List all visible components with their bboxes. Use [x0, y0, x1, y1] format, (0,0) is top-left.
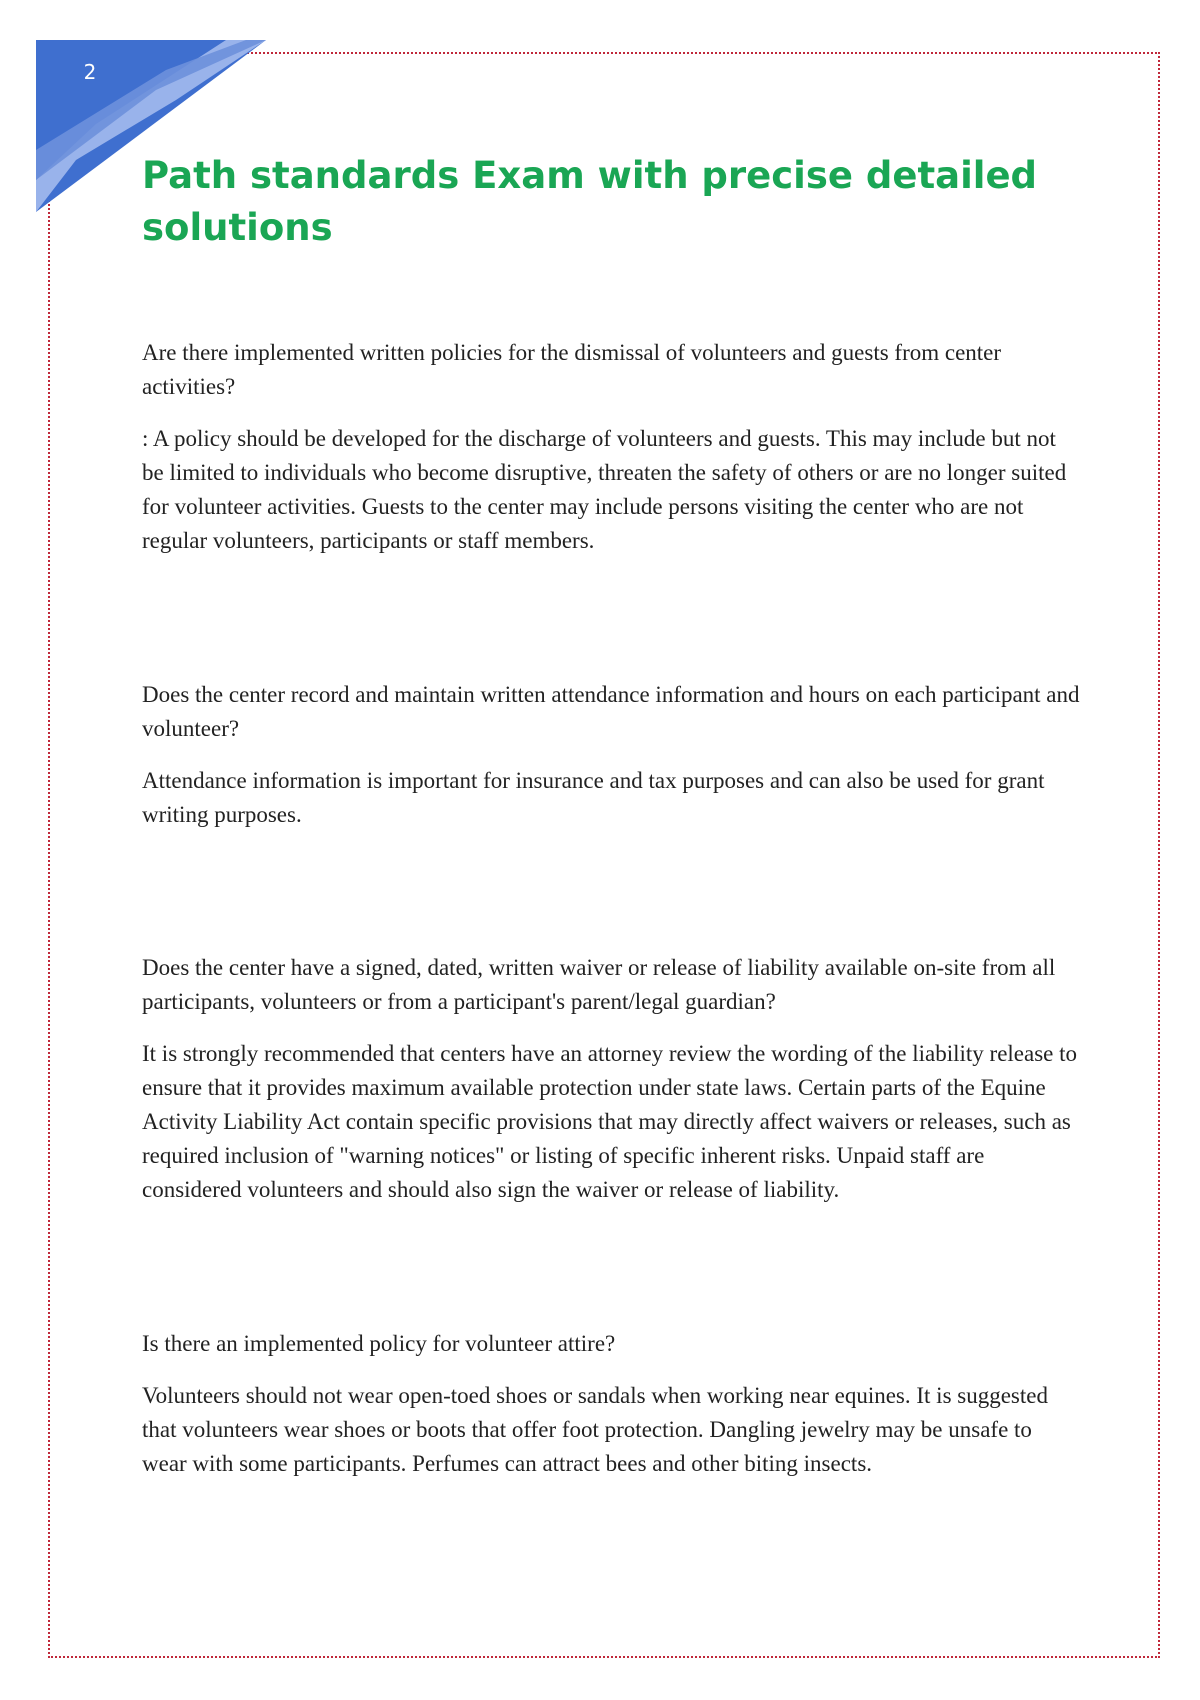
qa-block-2	[142, 678, 1082, 832]
answer-text: Volunteers should not wear open-toed shoes or sandals when working near equines. It is suggested that volunteers wear shoes or boots that offer foot protection. Dangling jewelry may be unsafe to wear with some participants. Perfumes can attract bees and other biting insects.	[142, 1383, 1048, 1476]
qa-block-3	[142, 951, 1082, 1207]
answer-text: Attendance information is important for insurance and tax purposes and can also be used for grant writing purposes.	[142, 768, 1045, 827]
page-number: 2	[83, 60, 97, 84]
question-text: Is there an implemented policy for volunteer attire?	[142, 1331, 616, 1356]
qa-block-1	[142, 336, 1082, 558]
question-text: Does the center record and maintain written attendance information and hours on each participant and volunteer?	[142, 682, 1080, 741]
answer-text: It is strongly recommended that centers have an attorney review the wording of the liability release to ensure that it provides maximum available protection under state laws. Certain parts of the Equine Activity Liability Act contain specific provisions that may directly affect waivers or releases, such as required inclusion of "warning notices" or listing of specific inherent risks. Unpaid staff are considered volunteers and should also sign the waiver or release of liability.	[142, 1041, 1078, 1202]
question-text: Are there implemented written policies for the dismissal of volunteers and guests from center activities?	[142, 340, 1002, 399]
answer-text: : A policy should be developed for the discharge of volunteers and guests. This may include but not be limited to individuals who become disruptive, threaten the safety of others or are no longer suited for volunteer activities. Guests to the center may include persons visiting the center who are not regular volunteers, participants or staff members.	[142, 426, 1067, 553]
question-text: Does the center have a signed, dated, written waiver or release of liability available on-site from all participants, volunteers or from a participant's parent/legal guardian?	[142, 955, 1056, 1014]
page-title: Path standards Exam with precise detailed solutions	[142, 154, 1038, 249]
qa-block-4	[142, 1327, 1082, 1481]
